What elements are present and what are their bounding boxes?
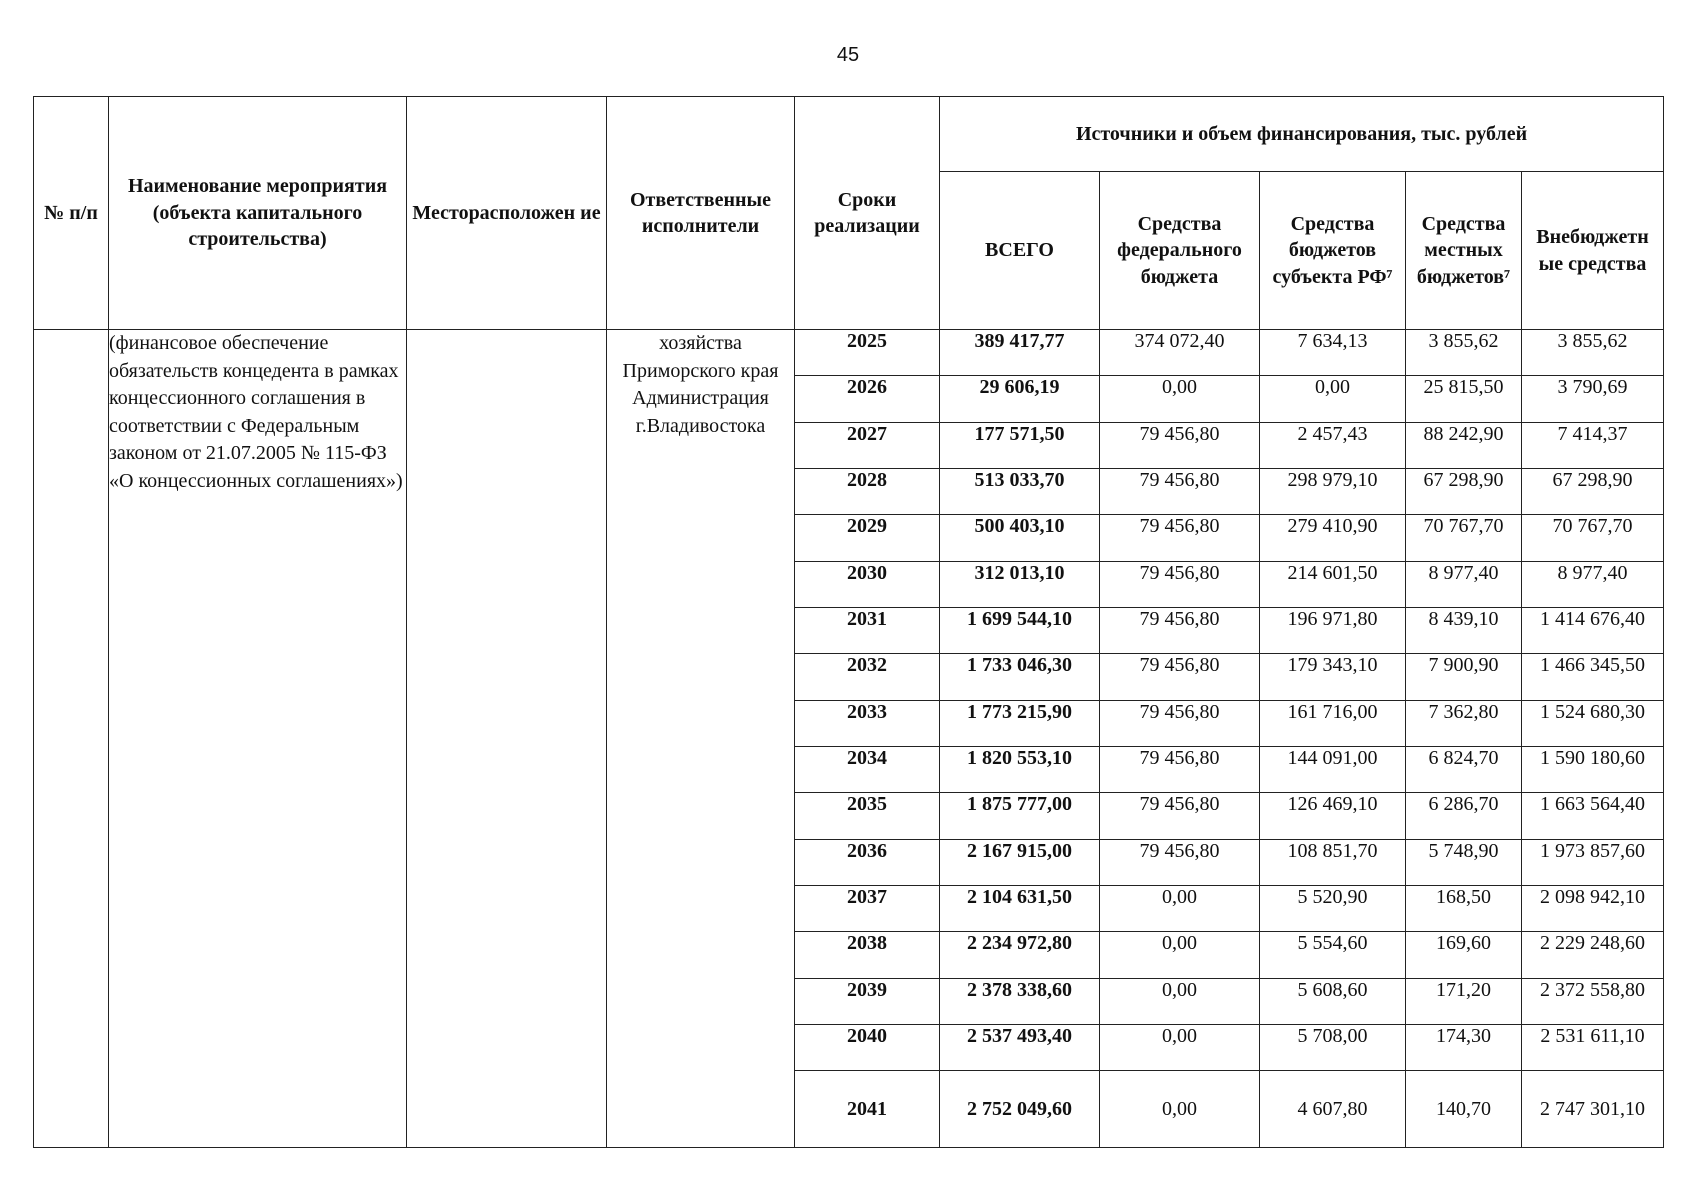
local-cell: 6 286,70 bbox=[1406, 793, 1522, 839]
local-cell: 5 748,90 bbox=[1406, 839, 1522, 885]
location-cell bbox=[407, 330, 607, 1148]
total-cell: 177 571,50 bbox=[940, 422, 1100, 468]
local-cell: 7 362,80 bbox=[1406, 700, 1522, 746]
offbudget-cell: 3 790,69 bbox=[1522, 376, 1664, 422]
regional-cell: 4 607,80 bbox=[1260, 1071, 1406, 1148]
local-cell: 8 977,40 bbox=[1406, 561, 1522, 607]
local-cell: 171,20 bbox=[1406, 978, 1522, 1024]
regional-cell: 196 971,80 bbox=[1260, 607, 1406, 653]
total-cell: 2 378 338,60 bbox=[940, 978, 1100, 1024]
offbudget-cell: 1 524 680,30 bbox=[1522, 700, 1664, 746]
header-period: Сроки реализации bbox=[795, 97, 940, 330]
header-name: Наименование мероприятия (объекта капитального строительства) bbox=[109, 97, 407, 330]
federal-cell: 79 456,80 bbox=[1100, 422, 1260, 468]
total-cell: 2 752 049,60 bbox=[940, 1071, 1100, 1148]
header-local: Средства местных бюджетов⁷ bbox=[1406, 172, 1522, 330]
local-cell: 6 824,70 bbox=[1406, 746, 1522, 792]
total-cell: 1 733 046,30 bbox=[940, 654, 1100, 700]
offbudget-cell: 2 229 248,60 bbox=[1522, 932, 1664, 978]
federal-cell: 0,00 bbox=[1100, 885, 1260, 931]
year-cell: 2030 bbox=[795, 561, 940, 607]
local-cell: 3 855,62 bbox=[1406, 330, 1522, 376]
total-cell: 389 417,77 bbox=[940, 330, 1100, 376]
regional-cell: 0,00 bbox=[1260, 376, 1406, 422]
regional-cell: 5 554,60 bbox=[1260, 932, 1406, 978]
regional-cell: 161 716,00 bbox=[1260, 700, 1406, 746]
local-cell: 8 439,10 bbox=[1406, 607, 1522, 653]
local-cell: 88 242,90 bbox=[1406, 422, 1522, 468]
regional-cell: 5 708,00 bbox=[1260, 1024, 1406, 1070]
federal-cell: 79 456,80 bbox=[1100, 793, 1260, 839]
year-cell: 2040 bbox=[795, 1024, 940, 1070]
regional-cell: 179 343,10 bbox=[1260, 654, 1406, 700]
offbudget-cell: 2 531 611,10 bbox=[1522, 1024, 1664, 1070]
federal-cell: 0,00 bbox=[1100, 1024, 1260, 1070]
table-body bbox=[34, 330, 1664, 1148]
offbudget-cell: 70 767,70 bbox=[1522, 515, 1664, 561]
offbudget-cell: 1 466 345,50 bbox=[1522, 654, 1664, 700]
total-cell: 312 013,10 bbox=[940, 561, 1100, 607]
regional-cell: 108 851,70 bbox=[1260, 839, 1406, 885]
offbudget-cell: 1 414 676,40 bbox=[1522, 607, 1664, 653]
regional-cell: 5 608,60 bbox=[1260, 978, 1406, 1024]
year-cell: 2028 bbox=[795, 468, 940, 514]
offbudget-cell: 1 973 857,60 bbox=[1522, 839, 1664, 885]
offbudget-cell: 2 098 942,10 bbox=[1522, 885, 1664, 931]
federal-cell: 79 456,80 bbox=[1100, 561, 1260, 607]
header-row-1 bbox=[34, 97, 1664, 172]
year-cell: 2036 bbox=[795, 839, 940, 885]
regional-cell: 298 979,10 bbox=[1260, 468, 1406, 514]
responsible-executors: хозяйства Приморского края Администрация г.Владивостока bbox=[607, 330, 795, 1148]
regional-cell: 126 469,10 bbox=[1260, 793, 1406, 839]
row-number bbox=[34, 330, 109, 1148]
total-cell: 1 773 215,90 bbox=[940, 700, 1100, 746]
federal-cell: 79 456,80 bbox=[1100, 746, 1260, 792]
header-regional: Средства бюджетов субъекта РФ⁷ bbox=[1260, 172, 1406, 330]
year-cell: 2037 bbox=[795, 885, 940, 931]
total-cell: 1 699 544,10 bbox=[940, 607, 1100, 653]
year-cell: 2026 bbox=[795, 376, 940, 422]
year-cell: 2033 bbox=[795, 700, 940, 746]
local-cell: 174,30 bbox=[1406, 1024, 1522, 1070]
local-cell: 70 767,70 bbox=[1406, 515, 1522, 561]
year-cell: 2035 bbox=[795, 793, 940, 839]
federal-cell: 374 072,40 bbox=[1100, 330, 1260, 376]
total-cell: 500 403,10 bbox=[940, 515, 1100, 561]
offbudget-cell: 1 663 564,40 bbox=[1522, 793, 1664, 839]
page-number: 45 bbox=[836, 44, 860, 66]
financing-table bbox=[33, 96, 1664, 1148]
regional-cell: 279 410,90 bbox=[1260, 515, 1406, 561]
federal-cell: 79 456,80 bbox=[1100, 839, 1260, 885]
year-cell: 2039 bbox=[795, 978, 940, 1024]
federal-cell: 0,00 bbox=[1100, 1071, 1260, 1148]
total-cell: 513 033,70 bbox=[940, 468, 1100, 514]
header-federal: Средства федерального бюджета bbox=[1100, 172, 1260, 330]
table-row bbox=[34, 330, 1664, 376]
year-cell: 2041 bbox=[795, 1071, 940, 1148]
offbudget-cell: 1 590 180,60 bbox=[1522, 746, 1664, 792]
header-total: ВСЕГО bbox=[940, 172, 1100, 330]
offbudget-cell: 3 855,62 bbox=[1522, 330, 1664, 376]
total-cell: 2 167 915,00 bbox=[940, 839, 1100, 885]
offbudget-cell: 2 372 558,80 bbox=[1522, 978, 1664, 1024]
total-cell: 29 606,19 bbox=[940, 376, 1100, 422]
federal-cell: 0,00 bbox=[1100, 376, 1260, 422]
local-cell: 168,50 bbox=[1406, 885, 1522, 931]
regional-cell: 2 457,43 bbox=[1260, 422, 1406, 468]
year-cell: 2031 bbox=[795, 607, 940, 653]
year-cell: 2027 bbox=[795, 422, 940, 468]
total-cell: 2 537 493,40 bbox=[940, 1024, 1100, 1070]
offbudget-cell: 67 298,90 bbox=[1522, 468, 1664, 514]
offbudget-cell: 8 977,40 bbox=[1522, 561, 1664, 607]
local-cell: 67 298,90 bbox=[1406, 468, 1522, 514]
header-location: Месторасположен ие bbox=[407, 97, 607, 330]
year-cell: 2029 bbox=[795, 515, 940, 561]
offbudget-cell: 7 414,37 bbox=[1522, 422, 1664, 468]
regional-cell: 7 634,13 bbox=[1260, 330, 1406, 376]
year-cell: 2032 bbox=[795, 654, 940, 700]
header-number: № п/п bbox=[34, 97, 109, 330]
offbudget-cell: 2 747 301,10 bbox=[1522, 1071, 1664, 1148]
year-cell: 2034 bbox=[795, 746, 940, 792]
regional-cell: 214 601,50 bbox=[1260, 561, 1406, 607]
federal-cell: 79 456,80 bbox=[1100, 700, 1260, 746]
federal-cell: 79 456,80 bbox=[1100, 515, 1260, 561]
local-cell: 169,60 bbox=[1406, 932, 1522, 978]
federal-cell: 0,00 bbox=[1100, 932, 1260, 978]
regional-cell: 5 520,90 bbox=[1260, 885, 1406, 931]
total-cell: 1 875 777,00 bbox=[940, 793, 1100, 839]
local-cell: 25 815,50 bbox=[1406, 376, 1522, 422]
event-description: (финансовое обеспечение обязательств концедента в рамках концессионного соглашения в соответствии с Федеральным законом от 21.07.2005 № 115-ФЗ «О концессионных соглашениях») bbox=[109, 330, 407, 1148]
header-responsible: Ответственные исполнители bbox=[607, 97, 795, 330]
total-cell: 2 234 972,80 bbox=[940, 932, 1100, 978]
federal-cell: 79 456,80 bbox=[1100, 468, 1260, 514]
year-cell: 2025 bbox=[795, 330, 940, 376]
regional-cell: 144 091,00 bbox=[1260, 746, 1406, 792]
local-cell: 7 900,90 bbox=[1406, 654, 1522, 700]
header-sources: Источники и объем финансирования, тыс. рублей bbox=[940, 97, 1664, 172]
local-cell: 140,70 bbox=[1406, 1071, 1522, 1148]
federal-cell: 79 456,80 bbox=[1100, 654, 1260, 700]
header-offbudget: Внебюджетн ые средства bbox=[1522, 172, 1664, 330]
federal-cell: 0,00 bbox=[1100, 978, 1260, 1024]
total-cell: 2 104 631,50 bbox=[940, 885, 1100, 931]
year-cell: 2038 bbox=[795, 932, 940, 978]
total-cell: 1 820 553,10 bbox=[940, 746, 1100, 792]
federal-cell: 79 456,80 bbox=[1100, 607, 1260, 653]
